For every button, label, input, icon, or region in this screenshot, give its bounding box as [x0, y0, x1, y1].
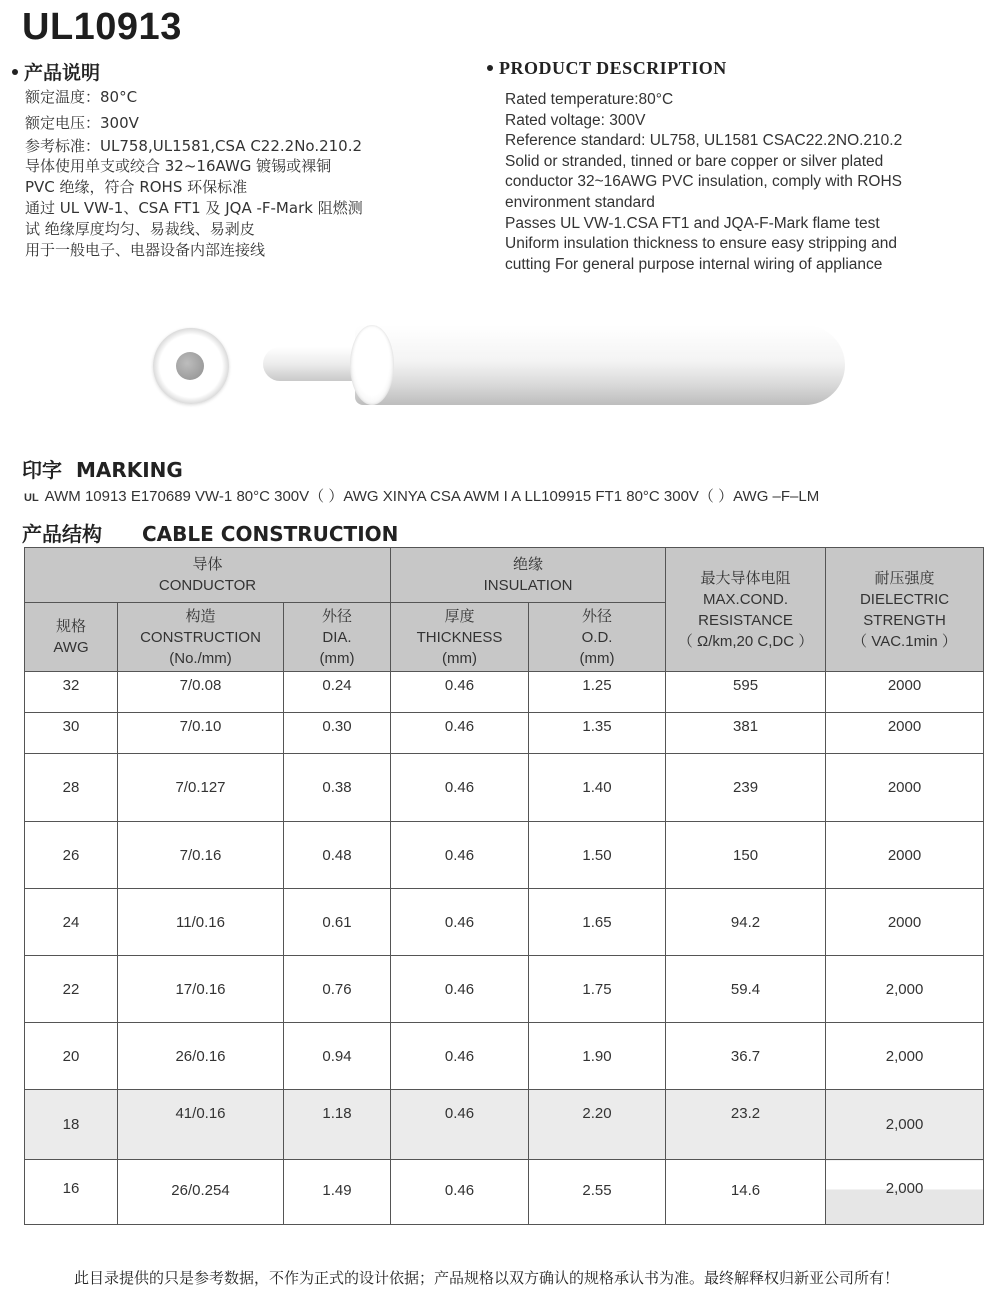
- description-en-line: Rated temperature:80°C: [505, 91, 674, 108]
- product-title: UL10913: [22, 6, 182, 48]
- description-en-line: Uniform insulation thickness to ensure easy stripping and: [505, 235, 898, 253]
- awg-header: [25, 603, 118, 672]
- thickness-header-unit: (mm): [442, 649, 478, 667]
- description-cn-line: 导体使用单支或绞合 32~16AWG 镀锡或裸铜: [25, 157, 332, 176]
- table-row: [25, 822, 984, 889]
- dielectric-header-en2: STRENGTH: [863, 611, 946, 629]
- description-en: [505, 90, 902, 275]
- resistance-cell: 381: [666, 713, 826, 754]
- thickness-cell: 0.46: [391, 956, 529, 1023]
- od-header-unit: (mm): [579, 649, 615, 667]
- awg-header-cn: 规格: [55, 617, 86, 635]
- dielectric-cell: 2,000: [826, 1090, 984, 1160]
- awg-cell: 30: [25, 713, 118, 754]
- od-header-en: O.D.: [581, 628, 613, 646]
- od-cell: 2.20: [529, 1090, 666, 1160]
- description-cn-line: PVC 绝缘，符合 ROHS 环保标准: [25, 178, 248, 197]
- thickness-cell: 0.46: [391, 672, 529, 713]
- dia-cell: 1.49: [284, 1160, 391, 1225]
- thickness-header: [391, 603, 529, 672]
- conductor-header-cn: 导体: [192, 555, 223, 573]
- conductor-header: [25, 548, 391, 603]
- od-header: [529, 603, 666, 672]
- od-cell: 1.90: [529, 1023, 666, 1090]
- construction-col-header: [118, 603, 284, 672]
- ul-mark-icon: UL: [24, 492, 39, 504]
- construction-col-header-en: CONSTRUCTION: [140, 628, 261, 646]
- dia-cell: 0.30: [284, 713, 391, 754]
- resistance-cell: 23.2: [666, 1090, 826, 1160]
- construction-cell: 7/0.08: [118, 672, 284, 713]
- resistance-cell: 36.7: [666, 1023, 826, 1090]
- insulation-header: [391, 548, 666, 603]
- description-cn-line: 用于一般电子、电器设备内部连接线: [25, 240, 266, 259]
- thickness-cell: 0.46: [391, 1160, 529, 1225]
- marking-heading-cn: 印字: [22, 458, 62, 482]
- construction-col-header-cn: 构造: [185, 606, 216, 625]
- description-en-heading: [487, 58, 727, 79]
- od-cell: 1.65: [529, 889, 666, 956]
- awg-cell: 22: [25, 956, 118, 1023]
- dielectric-cell: 2,000: [826, 1160, 984, 1225]
- description-en-heading-text: PRODUCT DESCRIPTION: [499, 58, 727, 78]
- cable-construction-table: [24, 547, 984, 1225]
- resistance-cell: 14.6: [666, 1160, 826, 1225]
- dielectric-header-unit: （ VAC.1min ）: [852, 632, 957, 650]
- description-en-line: Passes UL VW-1.CSA FT1 and JQA-F-Mark flame test: [505, 214, 880, 232]
- insulation-header-en: INSULATION: [483, 577, 573, 594]
- description-en-line: cutting For general purpose internal wiring of appliance: [505, 255, 883, 273]
- dia-header: [284, 603, 391, 672]
- marking-text: [24, 485, 819, 506]
- resistance-cell: 94.2: [666, 889, 826, 956]
- thickness-cell: 0.46: [391, 754, 529, 822]
- construction-cell: 7/0.10: [118, 713, 284, 754]
- description-en-line: Solid or stranded, tinned or bare copper or silver plated: [505, 152, 884, 170]
- construction-cell: 26/0.16: [118, 1023, 284, 1090]
- awg-cell: 20: [25, 1023, 118, 1090]
- dia-header-cn: 外径: [322, 606, 353, 625]
- description-cn-line: 通过 UL VW-1、CSA FT1 及 JQA -F-Mark 阻燃测: [25, 198, 363, 217]
- description-cn: [25, 87, 363, 260]
- thickness-cell: 0.46: [391, 1090, 529, 1160]
- resistance-header-en2: RESISTANCE: [698, 611, 793, 629]
- resistance-header: [666, 548, 826, 672]
- disclaimer-footer: 此目录提供的只是参考数据，不作为正式的设计依据；产品规格以双方确认的规格承认书为准。最终解释权归新亚公司所有！: [74, 1269, 900, 1287]
- table-row: [25, 713, 984, 754]
- cable-jacket: [355, 325, 845, 405]
- awg-cell: 18: [25, 1090, 118, 1160]
- construction-cell: 17/0.16: [118, 956, 284, 1023]
- dielectric-cell: 2000: [826, 822, 984, 889]
- construction-col-header-unit: (No./mm): [169, 649, 232, 667]
- cable-end-conductor: [176, 352, 204, 380]
- dielectric-cell: 2000: [826, 672, 984, 713]
- dielectric-header-cn: 耐压强度: [874, 568, 935, 587]
- table-row: [25, 889, 984, 956]
- od-header-cn: 外径: [582, 606, 613, 625]
- table-row: [25, 754, 984, 822]
- dielectric-header: [826, 548, 984, 672]
- construction-heading: [22, 518, 398, 547]
- construction-cell: 26/0.254: [118, 1160, 284, 1225]
- resistance-cell: 150: [666, 822, 826, 889]
- table-row: [25, 1023, 984, 1090]
- dielectric-cell: 2000: [826, 889, 984, 956]
- dielectric-cell: 2000: [826, 754, 984, 822]
- thickness-cell: 0.46: [391, 1023, 529, 1090]
- od-cell: 1.35: [529, 713, 666, 754]
- thickness-cell: 0.46: [391, 713, 529, 754]
- dia-cell: 0.94: [284, 1023, 391, 1090]
- awg-header-en: AWG: [53, 639, 89, 656]
- dia-cell: 0.48: [284, 822, 391, 889]
- resistance-cell: 595: [666, 672, 826, 713]
- dia-header-unit: (mm): [319, 649, 355, 667]
- dielectric-cell: 2,000: [826, 956, 984, 1023]
- table-row: [25, 1160, 984, 1225]
- table-row: [25, 956, 984, 1023]
- construction-cell: 11/0.16: [118, 889, 284, 956]
- bullet-icon: [487, 65, 493, 71]
- marking-heading-en: MARKING: [75, 458, 183, 482]
- awg-cell: 24: [25, 889, 118, 956]
- resistance-header-en1: MAX.COND.: [703, 590, 789, 608]
- od-cell: 2.55: [529, 1160, 666, 1225]
- resistance-cell: 59.4: [666, 956, 826, 1023]
- awg-cell: 32: [25, 672, 118, 713]
- description-cn-heading: [12, 58, 100, 85]
- bullet-icon: [12, 69, 18, 75]
- awg-cell: 28: [25, 754, 118, 822]
- dia-cell: 0.76: [284, 956, 391, 1023]
- dia-cell: 0.61: [284, 889, 391, 956]
- description-en-line: conductor 32~16AWG PVC insulation, comply with ROHS: [505, 173, 902, 191]
- dielectric-cell: 2,000: [826, 1023, 984, 1090]
- awg-cell: 26: [25, 822, 118, 889]
- dia-cell: 1.18: [284, 1090, 391, 1160]
- marking-heading: [22, 454, 183, 483]
- description-en-line: Reference standard: UL758, UL1581 CSAC22.2NO.210.2: [505, 132, 903, 150]
- construction-heading-cn: 产品结构: [22, 522, 102, 546]
- awg-cell: 16: [25, 1160, 118, 1225]
- marking-string: AWM 10913 E170689 VW-1 80°C 300V（ ）AWG XINYA CSA AWM I A LL109915 FT1 80°C 300V（ ）AWG –F–LM: [44, 488, 820, 505]
- description-cn-heading-text: 产品说明: [24, 62, 101, 84]
- dia-header-en: DIA.: [322, 628, 352, 646]
- description-en-line: Rated voltage: 300V: [505, 111, 646, 129]
- od-cell: 1.75: [529, 956, 666, 1023]
- dia-cell: 0.38: [284, 754, 391, 822]
- dielectric-cell: 2000: [826, 713, 984, 754]
- dielectric-header-en1: DIELECTRIC: [859, 590, 950, 608]
- thickness-header-en: THICKNESS: [416, 628, 503, 646]
- construction-cell: 7/0.16: [118, 822, 284, 889]
- thickness-header-cn: 厚度: [444, 606, 475, 625]
- cable-jacket-face: [350, 325, 394, 405]
- resistance-header-cn: 最大导体电阻: [700, 568, 791, 587]
- dia-cell: 0.24: [284, 672, 391, 713]
- construction-heading-en: CABLE CONSTRUCTION: [142, 522, 399, 546]
- od-cell: 1.50: [529, 822, 666, 889]
- description-en-line: environment standard: [505, 193, 655, 211]
- thickness-cell: 0.46: [391, 889, 529, 956]
- conductor-header-en: CONDUCTOR: [158, 577, 257, 594]
- thickness-cell: 0.46: [391, 822, 529, 889]
- resistance-header-unit: （ Ω/km,20 C,DC ）: [677, 632, 814, 650]
- od-cell: 1.40: [529, 754, 666, 822]
- construction-cell: 41/0.16: [118, 1090, 284, 1160]
- description-cn-line: 额定温度：80°C: [25, 88, 138, 106]
- insulation-header-cn: 绝缘: [513, 555, 544, 573]
- od-cell: 1.25: [529, 672, 666, 713]
- description-cn-line: 参考标准：UL758,UL1581,CSA C22.2No.210.2: [25, 136, 363, 155]
- construction-cell: 7/0.127: [118, 754, 284, 822]
- description-cn-line: 试 绝缘厚度均匀、易裁线、易剥皮: [25, 219, 255, 238]
- table-row: [25, 672, 984, 713]
- table-row: [25, 1090, 984, 1160]
- resistance-cell: 239: [666, 754, 826, 822]
- description-cn-line: 额定电压：300V: [25, 113, 139, 132]
